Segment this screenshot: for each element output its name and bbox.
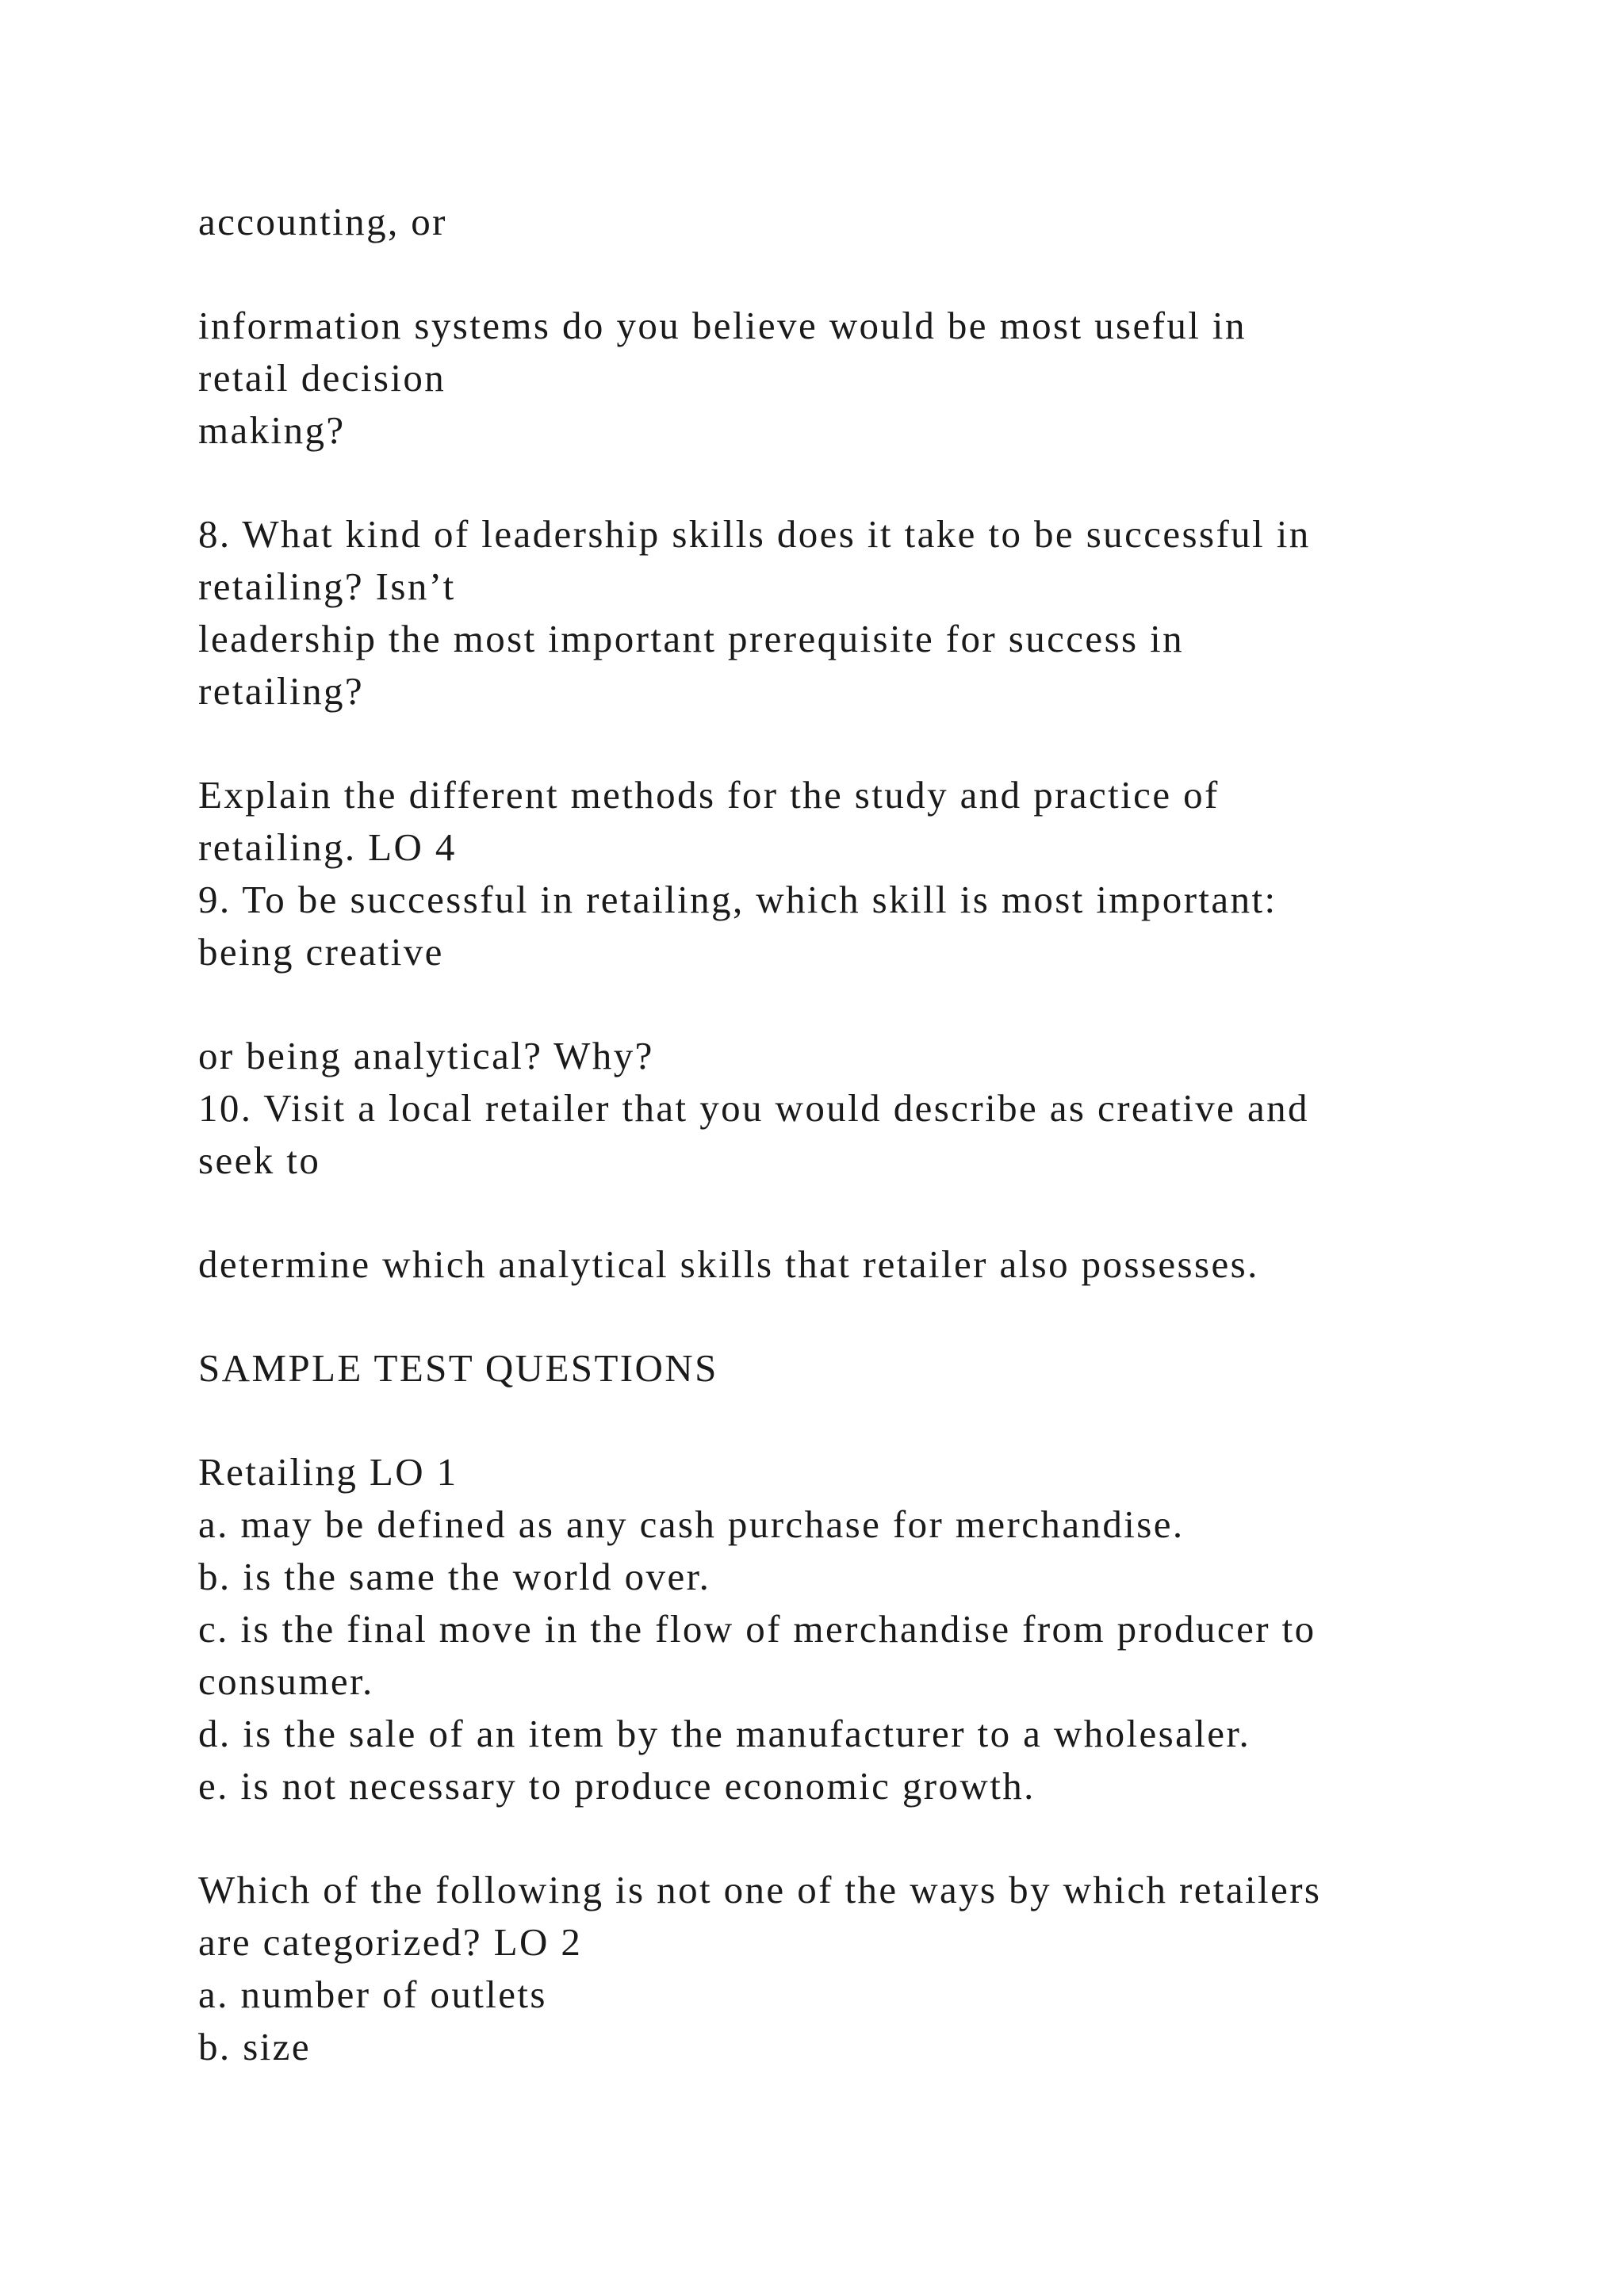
answer-option: e. is not necessary to produce economic growth. <box>198 1764 1036 1808</box>
text-line: retailing? <box>198 669 365 713</box>
text-line: seek to <box>198 1138 321 1182</box>
text-line: being creative <box>198 930 444 974</box>
text-line: retail decision <box>198 356 446 400</box>
question-8: 8. What kind of leadership skills does it take to be successful in <box>198 512 1311 556</box>
text-line: retailing. LO 4 <box>198 825 457 869</box>
answer-option: d. is the sale of an item by the manufacturer to a wholesaler. <box>198 1712 1251 1755</box>
section-heading: SAMPLE TEST QUESTIONS <box>198 1346 718 1390</box>
text-line: information systems do you believe would be most useful in <box>198 304 1247 347</box>
answer-option: a. number of outlets <box>198 1973 547 2016</box>
text-line: are categorized? LO 2 <box>198 1920 583 1964</box>
question-9: 9. To be successful in retailing, which skill is most important: <box>198 878 1277 921</box>
test-question-stem: Retailing LO 1 <box>198 1450 458 1494</box>
answer-option: c. is the final move in the flow of merchandise from producer to <box>198 1607 1316 1651</box>
text-line: leadership the most important prerequisite for success in <box>198 617 1185 660</box>
text-line: retailing? Isn’t <box>198 564 456 608</box>
answer-option: b. is the same the world over. <box>198 1555 711 1598</box>
text-line: accounting, or <box>198 200 447 243</box>
text-line: making? <box>198 408 346 452</box>
question-10: 10. Visit a local retailer that you would describe as creative and <box>198 1086 1309 1130</box>
test-question-stem: Which of the following is not one of the ways by which retailers <box>198 1868 1322 1911</box>
learning-objective-heading: Explain the different methods for the study and practice of <box>198 773 1220 817</box>
answer-option: a. may be defined as any cash purchase for merchandise. <box>198 1502 1185 1546</box>
text-line: consumer. <box>198 1659 374 1703</box>
text-line: or being analytical? Why? <box>198 1034 654 1077</box>
answer-option: b. size <box>198 2025 311 2068</box>
text-line: determine which analytical skills that retailer also possesses. <box>198 1242 1259 1286</box>
